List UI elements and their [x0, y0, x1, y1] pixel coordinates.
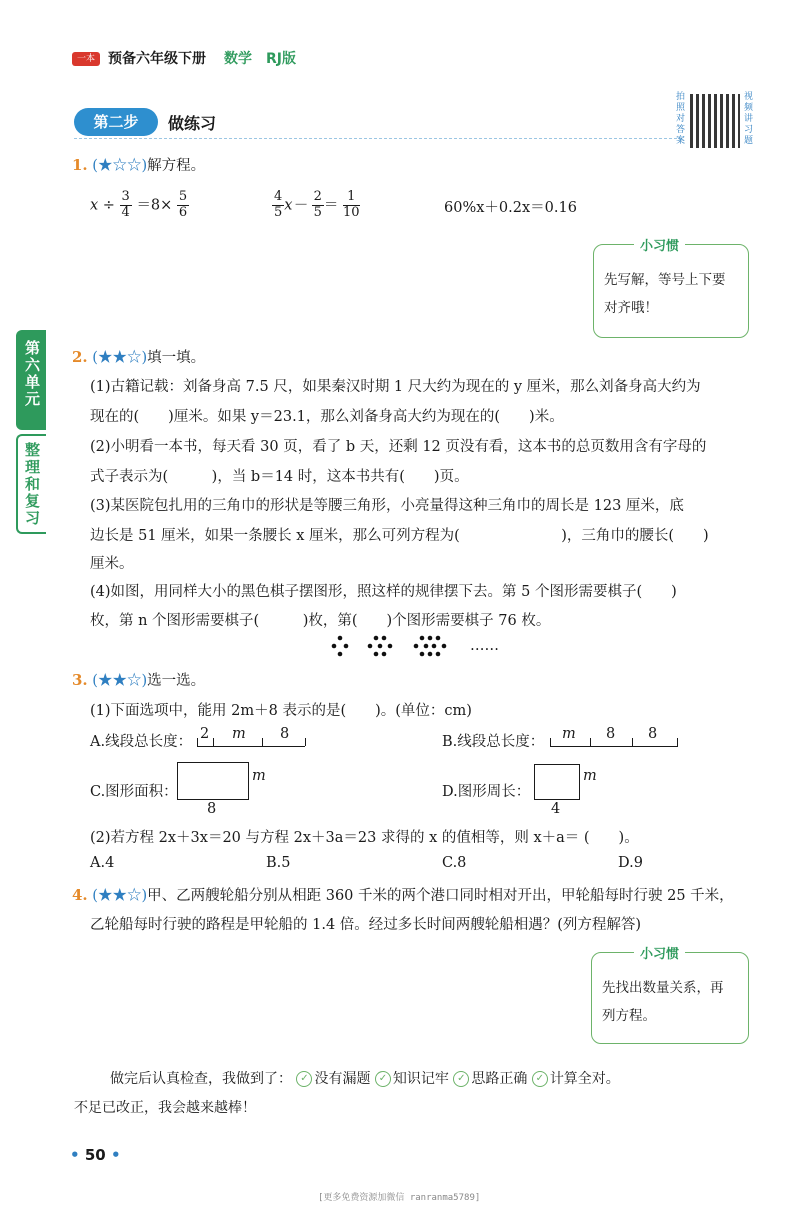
- q2-title: 填一填。: [147, 350, 206, 366]
- q2-p4-line-1: (4)如图，用同样大小的黑色棋子摆图形，照这样的规律摆下去。第 5 个图形需要棋子( ): [90, 584, 677, 600]
- book-title: 预备六年级下册: [108, 51, 206, 67]
- tip-2-line-2: 列方程。: [602, 1008, 656, 1024]
- dot: [374, 652, 379, 657]
- eq2-frac1: [272, 190, 284, 221]
- q1-title: 解方程。: [147, 158, 206, 174]
- option-b-seg-label-1: m: [562, 726, 576, 742]
- q3-choice-d: D.9: [618, 855, 643, 871]
- q3-choice-a: A.4: [90, 855, 115, 871]
- q2-heading: [72, 346, 205, 367]
- q1-stars: (★☆☆): [92, 158, 148, 174]
- book-logo: 一本: [72, 52, 100, 66]
- eq2-frac1-den: 5: [274, 204, 283, 220]
- side-tab-topic: [16, 434, 46, 534]
- self-check-lead: 做完后认真检查，我做到了：: [110, 1071, 292, 1087]
- q1-heading: [72, 154, 205, 175]
- eq2-frac2-den: 5: [313, 204, 322, 220]
- option-a-tick: [213, 738, 214, 746]
- dot: [338, 636, 343, 641]
- dot: [414, 644, 419, 649]
- q3-choice-b: B.5: [266, 855, 291, 871]
- eq2-x: x－: [284, 197, 307, 214]
- option-d-bottom-label: 4: [551, 801, 561, 817]
- q1-equation-1: [90, 190, 189, 221]
- eq2-frac1-num: 4: [274, 189, 283, 204]
- self-check-line-2: 不足已改正，我会越来越棒！: [74, 1100, 256, 1116]
- option-b-tick: [590, 738, 591, 746]
- dot: [344, 644, 349, 649]
- dot: [424, 644, 429, 649]
- eq1-frac2-num: 5: [178, 189, 188, 204]
- qr-code-icon[interactable]: [690, 94, 740, 148]
- q3-number: 3.: [72, 671, 88, 689]
- subject-label: 数学: [224, 51, 252, 67]
- check-item-2: 知识记牢: [392, 1071, 449, 1087]
- option-a-seg-label-3: 8: [280, 726, 290, 742]
- q3-option-b-label: B.线段总长度：: [442, 734, 545, 750]
- q3-heading: [72, 669, 205, 690]
- q4-number: 4.: [72, 886, 88, 904]
- qr-left-caption: 拍照对答案: [676, 92, 686, 146]
- option-a-tick: [197, 738, 198, 746]
- edition-label: RJ版: [266, 51, 296, 67]
- option-a-seg-label-1: 2: [200, 726, 210, 742]
- dot: [332, 644, 337, 649]
- q1-number: 1.: [72, 156, 88, 174]
- q4-text-1: 甲、乙两艘轮船分别从相距 360 千米的两个港口同时相对开出，甲轮船每时行驶 25 千米，: [147, 888, 734, 904]
- q2-p1-line-1: (1)古籍记载：刘备身高 7.5 尺，如果秦汉时期 1 尺大约为现在的 y 厘米，那么刘备身高大约为: [90, 379, 701, 395]
- q3-choice-c: C.8: [442, 855, 467, 871]
- tip-1-line-1: 先写解，等号上下要: [604, 272, 726, 288]
- dot: [420, 652, 425, 657]
- pattern-ellipsis: ……: [470, 638, 499, 654]
- dot: [436, 636, 441, 641]
- eq1-frac1-num: 3: [121, 189, 130, 204]
- dot: [442, 644, 447, 649]
- dot: [382, 636, 387, 641]
- option-d-side-label: m: [583, 768, 597, 784]
- check-circle-icon[interactable]: ✓: [375, 1071, 391, 1087]
- option-b-tick: [677, 738, 678, 746]
- side-tab-topic-text: 整理和复习: [23, 442, 41, 527]
- q4-line-2: 乙轮船每时行驶的路程是甲轮船的 1.4 倍。经过多长时间两艘轮船相遇？(列方程解答): [90, 917, 642, 933]
- check-circle-icon[interactable]: ✓: [453, 1071, 469, 1087]
- dot: [420, 636, 425, 641]
- eq2-frac3-den: 10: [342, 204, 360, 220]
- check-item-3: 思路正确: [471, 1071, 528, 1087]
- option-b-seg-label-3: 8: [648, 726, 658, 742]
- tip-box-1: [593, 239, 749, 338]
- eq2-frac2-num: 2: [313, 189, 322, 204]
- q4-stars: (★★☆): [92, 888, 148, 904]
- check-item-1: 没有漏题: [314, 1071, 371, 1087]
- dot: [428, 652, 433, 657]
- dot: [432, 644, 437, 649]
- tip-2-heading: 小习惯: [634, 943, 685, 962]
- bullet-icon: •: [110, 1146, 121, 1164]
- page-number: [70, 1146, 121, 1164]
- dot: [368, 644, 373, 649]
- dot: [428, 636, 433, 641]
- option-a-tick: [262, 738, 263, 746]
- q2-p2-line-1: (2)小明看一本书，每天看 30 页，看了 b 天，还剩 12 页没有看，这本书的总页数用含有字母的: [90, 439, 707, 455]
- q3-p1: (1)下面选项中，能用 2m＋8 表示的是( )。(单位：cm): [90, 703, 472, 719]
- page-number-text: 50: [84, 1146, 106, 1164]
- tip-2-line-1: 先找出数量关系，再: [602, 980, 724, 996]
- option-b-seg-label-2: 8: [606, 726, 616, 742]
- eq1-frac1: [120, 190, 132, 221]
- q3-stars: (★★☆): [92, 673, 148, 689]
- eq1-frac1-den: 4: [121, 204, 130, 220]
- option-c-bottom-label: 8: [207, 801, 217, 817]
- dot: [378, 644, 383, 649]
- q2-p4-line-2: 枚，第 n 个图形需要棋子( )枚，第( )个图形需要棋子 76 枚。: [90, 613, 551, 629]
- q2-p3-line-3: 厘米。: [90, 556, 134, 572]
- tip-1-line-2: 对齐哦！: [604, 300, 658, 316]
- dot: [388, 644, 393, 649]
- q3-option-c-label: C.图形面积：: [90, 784, 178, 800]
- option-a-tick: [305, 738, 306, 746]
- step-badge: 第二步: [74, 108, 158, 136]
- side-tab-unit-text: 第六单元: [23, 340, 41, 408]
- option-b-tick: [632, 738, 633, 746]
- tip-box-2: [591, 947, 749, 1044]
- dot: [382, 652, 387, 657]
- check-item-4: 计算全对。: [549, 1071, 620, 1087]
- option-c-side-label: m: [252, 768, 266, 784]
- eq1-mid: ＝8×: [136, 197, 173, 214]
- dot: [436, 652, 441, 657]
- option-b-tick: [550, 738, 551, 746]
- eq2-frac3: [343, 190, 360, 221]
- q2-p3-line-1: (3)某医院包扎用的三角巾的形状是等腰三角形，小亮量得这种三角巾的周长是 123 厘米，底: [90, 498, 684, 514]
- q3-title: 选一选。: [147, 673, 206, 689]
- option-c-rectangle: [177, 762, 249, 800]
- bullet-icon: •: [70, 1146, 80, 1164]
- q3-p2: (2)若方程 2x＋3x＝20 与方程 2x＋3a＝23 求得的 x 的值相等，则 x＋a＝ ( )。: [90, 830, 639, 846]
- q4-line-1: [72, 884, 734, 905]
- q2-number: 2.: [72, 348, 88, 366]
- q1-equation-3: 60%x＋0.2x＝0.16: [444, 200, 577, 216]
- eq1-frac2-den: 6: [178, 204, 188, 220]
- qr-right-caption: 视频讲习题: [744, 92, 754, 146]
- q2-p3-line-2: 边长是 51 厘米，如果一条腰长 x 厘米，那么可列方程为( )，三角巾的腰长( ): [90, 528, 709, 544]
- eq1-frac2: [177, 190, 189, 221]
- dot: [374, 636, 379, 641]
- check-circle-icon[interactable]: ✓: [532, 1071, 548, 1087]
- eq2-frac2: [312, 190, 324, 221]
- self-check-line-1: [110, 1068, 620, 1088]
- eq2-frac3-num: 1: [343, 190, 360, 206]
- dot: [338, 652, 343, 657]
- option-a-seg-label-2: m: [232, 726, 246, 742]
- side-tab-unit: [16, 330, 46, 430]
- q2-p1-line-2: 现在的( )厘米。如果 y＝23.1，那么刘备身高大约为现在的( )米。: [90, 409, 564, 425]
- footer-watermark: [更多免费资源加微信 ranranma5789]: [318, 1193, 481, 1203]
- check-circle-icon[interactable]: ✓: [296, 1071, 312, 1087]
- q2-p2-line-2: 式子表示为( )，当 b＝14 时，这本书共有( )页。: [90, 469, 469, 485]
- tip-1-heading: 小习惯: [634, 235, 685, 254]
- eq2-equals: ＝: [323, 197, 339, 214]
- eq1-lead: x ÷: [90, 197, 120, 214]
- q3-option-a-label: A.线段总长度：: [90, 734, 193, 750]
- q3-option-d-label: D.图形周长：: [442, 784, 531, 800]
- step-divider: [74, 138, 682, 139]
- q1-equation-2: [272, 190, 360, 221]
- q2-stars: (★★☆): [92, 350, 148, 366]
- option-d-rectangle: [534, 764, 580, 800]
- step-title: 做练习: [168, 114, 217, 133]
